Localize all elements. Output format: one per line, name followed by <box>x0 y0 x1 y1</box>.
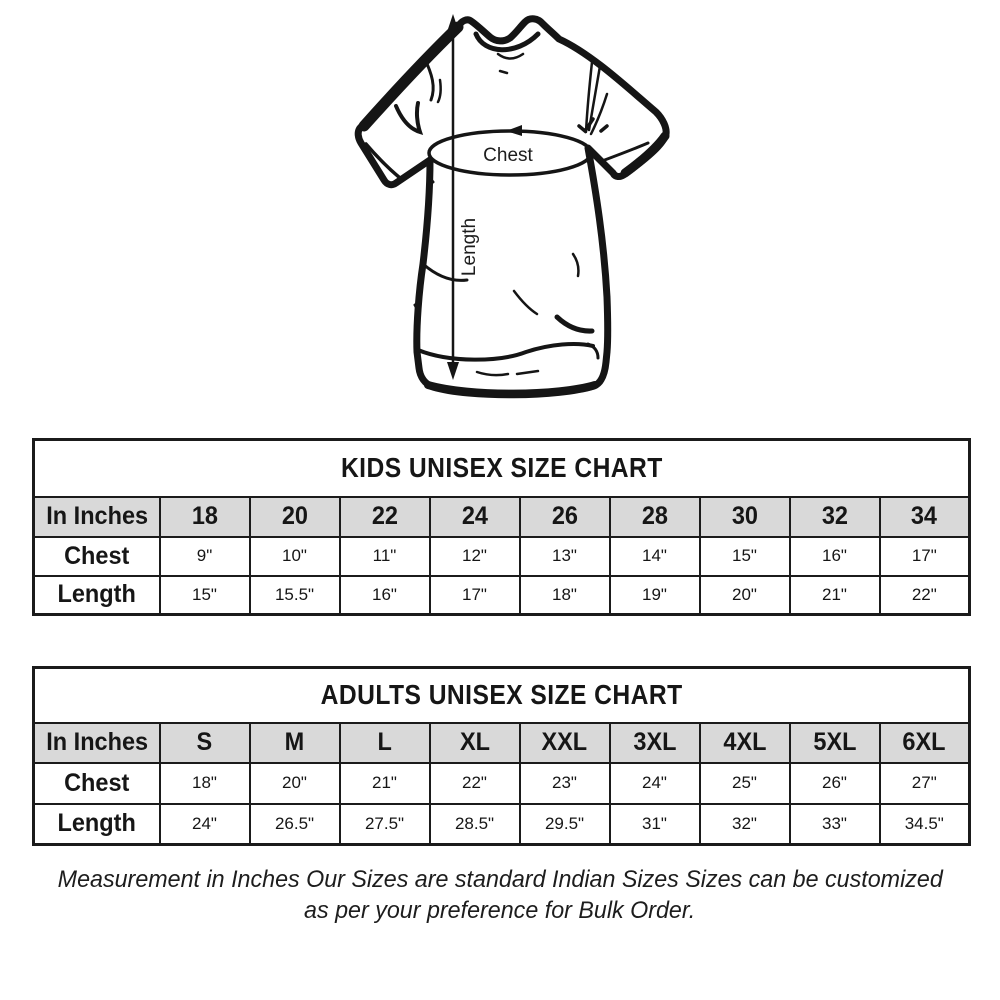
adults-length-value: 28.5" <box>430 804 520 845</box>
adults-chest-value: 26" <box>790 763 880 804</box>
adults-size-header: L <box>340 723 430 763</box>
kids-chest-value: 16" <box>790 537 880 576</box>
adults-size-header: 3XL <box>610 723 700 763</box>
kids-size-header: 32 <box>790 497 880 537</box>
kids-chest-value: 13" <box>520 537 610 576</box>
adults-chest-value: 27" <box>880 763 970 804</box>
kids-length-row-label: Length <box>34 576 160 615</box>
adults-unit-header <box>34 723 160 763</box>
adults-length-value: 24" <box>160 804 250 845</box>
adults-length-value: 34.5" <box>880 804 970 845</box>
adults-size-header: XL <box>430 723 520 763</box>
adults-length-value: 26.5" <box>250 804 340 845</box>
kids-chest-value: 14" <box>610 537 700 576</box>
chest-measure-label: Chest <box>483 145 533 166</box>
kids-unit-label: In Inches <box>45 502 148 530</box>
kids-length-value: 15" <box>160 576 250 615</box>
adults-chest-value: 18" <box>160 763 250 804</box>
adults-length-value: 27.5" <box>340 804 430 845</box>
adults-size-header: S <box>160 723 250 763</box>
adults-size-header: 6XL <box>880 723 970 763</box>
adults-unit-label: In Inches <box>45 728 148 756</box>
kids-size-header: 34 <box>880 497 970 537</box>
kids-length-value: 20" <box>700 576 790 615</box>
kids-unit-header <box>34 497 160 537</box>
kids-chest-value: 17" <box>880 537 970 576</box>
adults-length-row-label: Length <box>34 804 160 845</box>
kids-length-value: 18" <box>520 576 610 615</box>
kids-table-title: KIDS UNISEX SIZE CHART <box>340 452 663 484</box>
kids-size-header: 18 <box>160 497 250 537</box>
adults-size-table <box>32 666 971 846</box>
adults-chest-value: 23" <box>520 763 610 804</box>
adults-size-header: XXL <box>520 723 610 763</box>
adults-chest-row-label: Chest <box>34 763 160 804</box>
kids-length-value: 16" <box>340 576 430 615</box>
kids-table-title-cell <box>34 440 970 497</box>
adults-length-value: 33" <box>790 804 880 845</box>
kids-chest-value: 10" <box>250 537 340 576</box>
adults-chest-value: 22" <box>430 763 520 804</box>
kids-size-header: 24 <box>430 497 520 537</box>
adults-length-value: 31" <box>610 804 700 845</box>
tshirt-diagram-svg <box>330 2 680 400</box>
kids-size-header: 30 <box>700 497 790 537</box>
adults-table-title: ADULTS UNISEX SIZE CHART <box>320 679 683 711</box>
adults-chest-value: 21" <box>340 763 430 804</box>
tshirt-diagram <box>330 2 680 400</box>
kids-length-value: 15.5" <box>250 576 340 615</box>
kids-chest-value: 9" <box>160 537 250 576</box>
footer-line-2: as per your preference for Bulk Order. <box>304 897 696 924</box>
adults-chest-value: 24" <box>610 763 700 804</box>
adults-size-header: 4XL <box>700 723 790 763</box>
kids-length-value: 17" <box>430 576 520 615</box>
length-measure-label: Length <box>459 217 480 277</box>
kids-chest-value: 11" <box>340 537 430 576</box>
kids-length-value: 19" <box>610 576 700 615</box>
kids-length-value: 22" <box>880 576 970 615</box>
kids-size-header: 20 <box>250 497 340 537</box>
kids-size-header: 28 <box>610 497 700 537</box>
footer-note <box>0 864 1000 926</box>
adults-length-value: 29.5" <box>520 804 610 845</box>
adults-size-header: M <box>250 723 340 763</box>
kids-chest-value: 12" <box>430 537 520 576</box>
adults-size-header: 5XL <box>790 723 880 763</box>
kids-chest-value: 15" <box>700 537 790 576</box>
kids-size-header: 22 <box>340 497 430 537</box>
adults-table-title-cell <box>34 668 970 723</box>
kids-length-value: 21" <box>790 576 880 615</box>
adults-length-value: 32" <box>700 804 790 845</box>
adults-chest-value: 25" <box>700 763 790 804</box>
footer-line-1: Measurement in Inches Our Sizes are standard Indian Sizes Sizes can be customized <box>57 866 943 893</box>
kids-size-header: 26 <box>520 497 610 537</box>
kids-chest-row-label: Chest <box>34 537 160 576</box>
adults-chest-value: 20" <box>250 763 340 804</box>
kids-size-table <box>32 438 971 616</box>
